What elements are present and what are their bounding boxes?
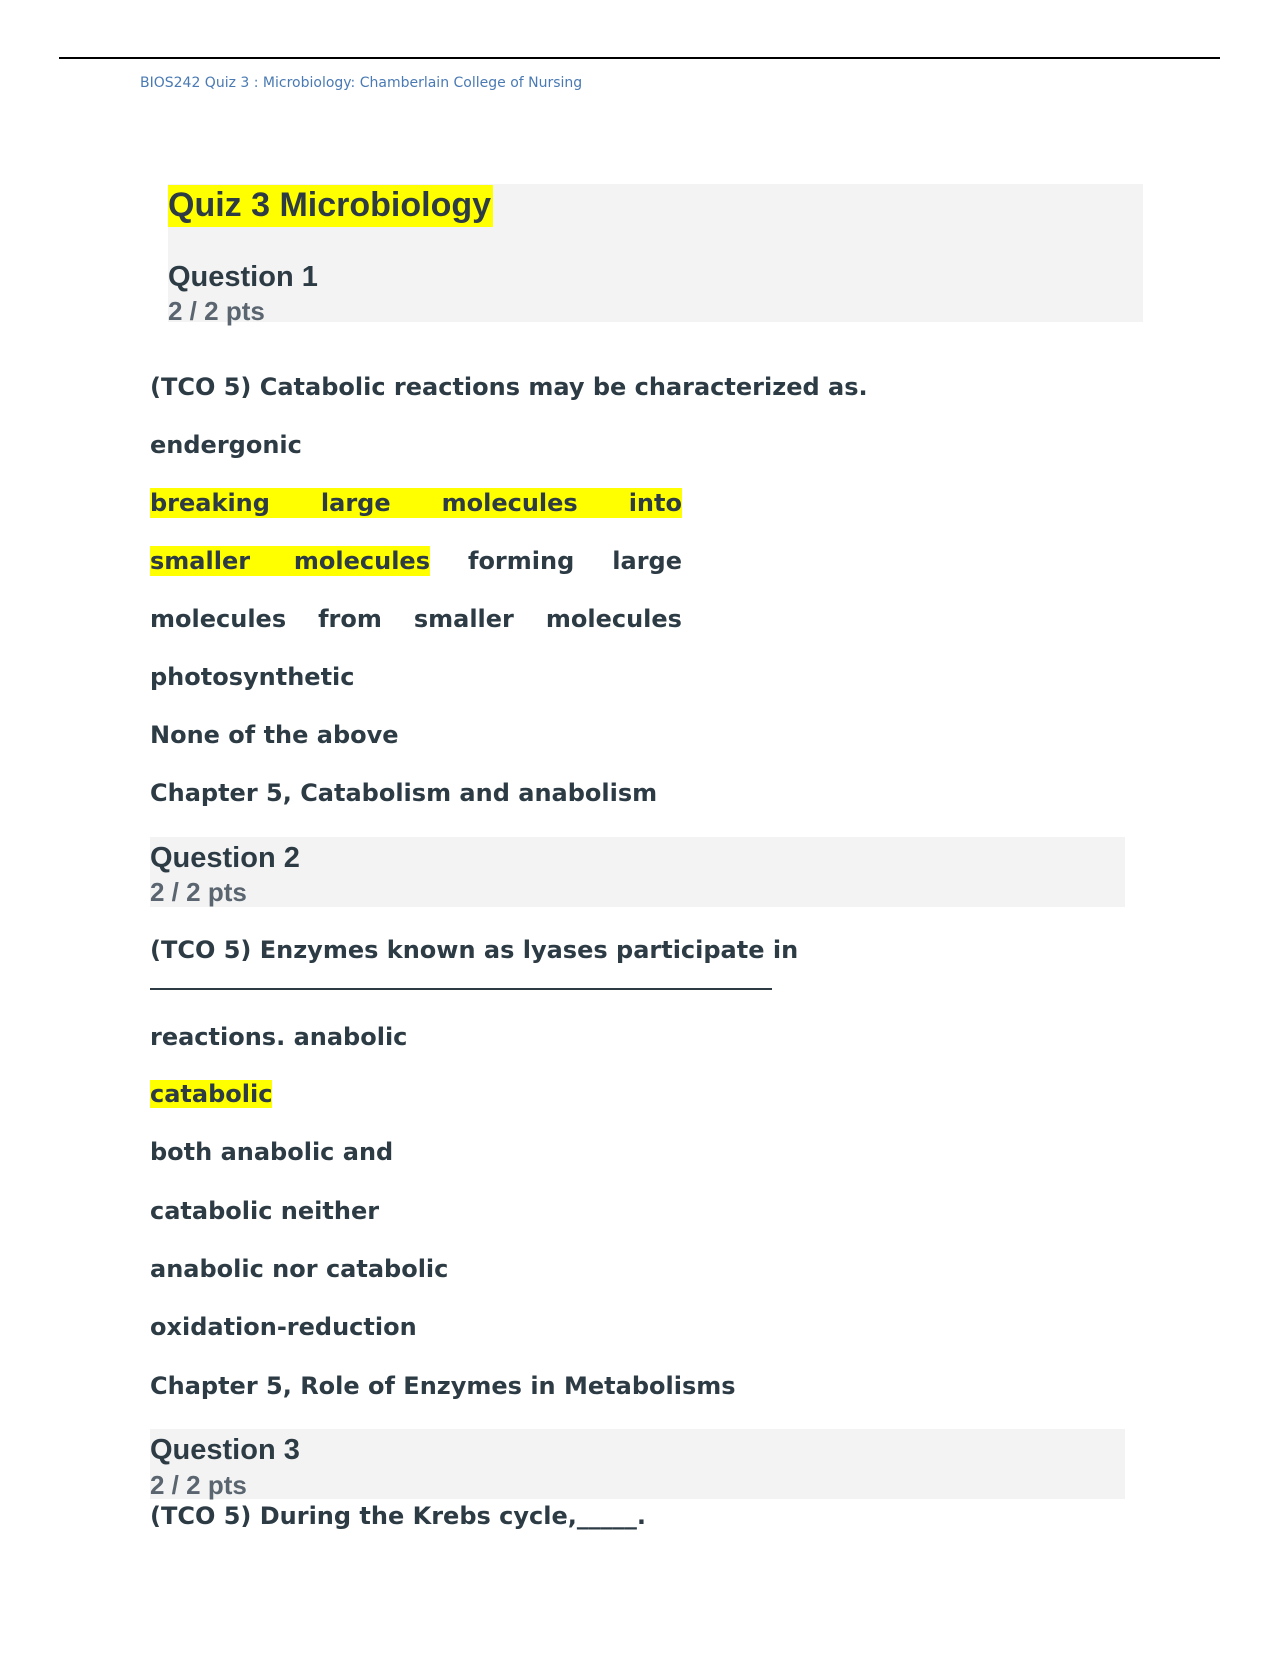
question-2-line-1: reactions. anabolic [150,1023,408,1051]
question-1-prompt: (TCO 5) Catabolic reactions may be characterized as. [150,373,868,401]
word: forming [468,547,575,575]
word: molecules [293,547,430,575]
word: smaller [150,547,251,575]
question-2-line-3: both anabolic and [150,1138,394,1166]
word: breaking [150,489,270,517]
question-2-reference: Chapter 5, Role of Enzymes in Metabolisms [150,1372,736,1400]
question-1-points: 2 / 2 pts [168,296,265,326]
question-1-title: Question 1 [168,261,318,293]
question-2-line-4: catabolic neither [150,1197,380,1225]
question-2-line-2-correct-answer [150,1079,272,1109]
question-1-line-4 [150,604,682,634]
question-1-line-2-correct-answer [150,488,682,518]
question-2-title: Question 2 [150,842,300,874]
question-1-reference: Chapter 5, Catabolism and anabolism [150,779,658,807]
correct-answer-highlight [150,546,430,576]
word: large [612,547,682,575]
correct-answer-highlight: catabolic [150,1080,273,1108]
word: molecules [150,605,287,633]
question-3-points: 2 / 2 pts [150,1470,247,1500]
question-1-line-3 [150,546,682,576]
word: smaller [413,605,514,633]
top-rule [59,57,1220,59]
question-2-points: 2 / 2 pts [150,877,247,907]
question-3-title: Question 3 [150,1434,300,1466]
word: from [318,605,382,633]
question-1-line-5: photosynthetic [150,663,355,691]
word: large [320,489,391,517]
question-2-prompt: (TCO 5) Enzymes known as lyases participate in [150,936,799,964]
quiz-title: Quiz 3 Microbiology [168,185,493,227]
question-1-line-6: None of the above [150,721,399,749]
word: into [628,489,682,517]
question-3-prompt: (TCO 5) During the Krebs cycle,_____. [150,1502,646,1530]
running-header: BIOS242 Quiz 3 : Microbiology: Chamberlain College of Nursing [140,75,583,91]
question-2-line-6: oxidation-reduction [150,1313,417,1341]
question-1-line-1: endergonic [150,431,302,459]
question-2-line-5: anabolic nor catabolic [150,1255,449,1283]
answer-blank-line [150,988,772,990]
word: molecules [545,605,682,633]
word: molecules [441,489,578,517]
